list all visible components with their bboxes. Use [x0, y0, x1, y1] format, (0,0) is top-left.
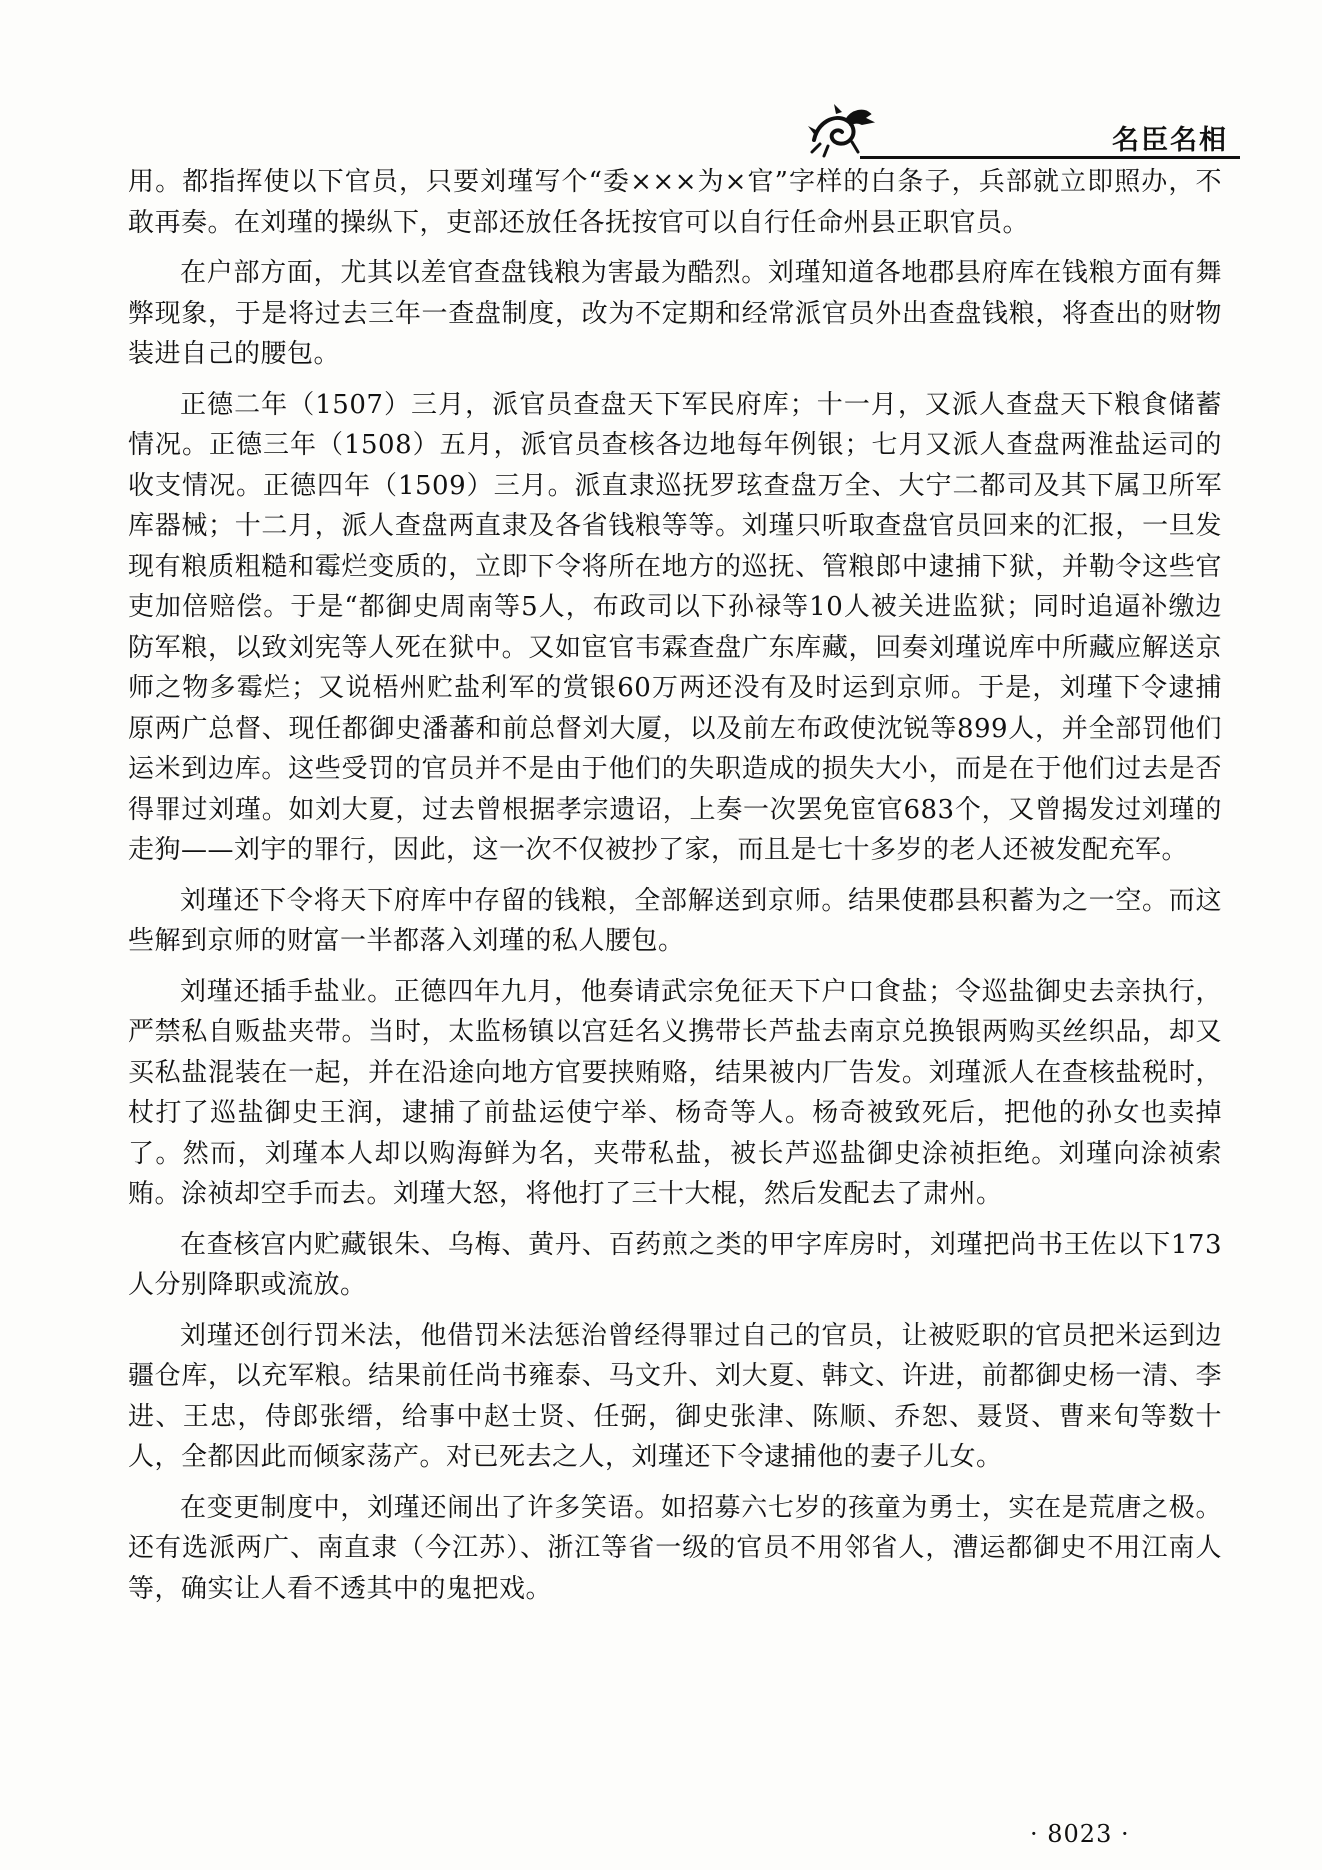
paragraph: 在变更制度中，刘瑾还闹出了许多笑语。如招募六七岁的孩童为勇士，实在是荒唐之极。还有选派两广、南直隶（今江苏）、浙江等省一级的官员不用邻省人，漕运都御史不用江南人等，确实让人看不透其中的鬼把戏。 [128, 1492, 1222, 1604]
dragon-icon [806, 100, 876, 158]
header-title: 名臣名相 [1112, 125, 1228, 156]
paragraph: 用。都指挥使以下官员，只要刘瑾写个“委×××为×官”字样的白条子，兵部就立即照办，不敢再奏。在刘瑾的操纵下，吏部还放任各抚按官可以自行任命州县正职官员。 [128, 167, 1222, 238]
page-number: · 8023 · [1030, 1820, 1130, 1848]
paragraph: 在查核宫内贮藏银朱、乌梅、黄丹、百药煎之类的甲字库房时，刘瑾把尚书王佐以下173人分别降职或流放。 [128, 1229, 1222, 1300]
paragraph: 正德二年（1507）三月，派官员查盘天下军民府库；十一月，又派人查盘天下粮食储蓄情况。正德三年（1508）五月，派官员查核各边地每年例银；七月又派人查盘两淮盐运司的收支情况。正德四年（1509）三月。派直隶巡抚罗玹查盘万全、大宁二都司及其下属卫所军库器械；十二月，派人查盘两直隶及各省钱粮等等。刘瑾只听取查盘官员回来的汇报，一旦发现有粮质粗糙和霉烂变质的，立即下令将所在地方的巡抚、管粮郎中逮捕下狱，并勒令这些官吏加倍赔偿。于是“都御史周南等5人，布政司以下孙禄等10人被关进监狱；同时追逼补缴边防军粮，以致刘宪等人死在狱中。又如宦官韦霖查盘广东库藏，回奏刘瑾说库中所藏应解送京师之物多霉烂；又说梧州贮盐利军的赏银60万两还没有及时运到京师。于是，刘瑾下令逮捕原两广总督、现任都御史潘蕃和前总督刘大厦，以及前左布政使沈锐等899人，并全部罚他们运米到边库。这些受罚的官员并不是由于他们的失职造成的损失大小，而是在于他们过去是否得罪过刘瑾。如刘大夏，过去曾根据孝宗遗诏，上奏一次罢免宦官683个，又曾揭发过刘瑾的走狗——刘宇的罪行，因此，这一次不仅被抄了家，而且是七十多岁的老人还被发配充军。 [128, 389, 1222, 865]
paragraph: 刘瑾还下令将天下府库中存留的钱粮，全部解送到京师。结果使郡县积蓄为之一空。而这些解到京师的财富一半都落入刘瑾的私人腰包。 [128, 885, 1222, 956]
paragraph: 在户部方面，尤其以差官查盘钱粮为害最为酷烈。刘瑾知道各地郡县府库在钱粮方面有舞弊现象，于是将过去三年一查盘制度，改为不定期和经常派官员外出查盘钱粮，将查出的财物装进自己的腰包。 [128, 258, 1222, 369]
page-header [800, 100, 1240, 160]
paragraph: 刘瑾还插手盐业。正德四年九月，他奏请武宗免征天下户口食盐；令巡盐御史去亲执行，严禁私自贩盐夹带。当时，太监杨镇以宫廷名义携带长芦盐去南京兑换银两购买丝织品，却又买私盐混装在一起，并在沿途向地方官要挟贿赂，结果被内厂告发。刘瑾派人在查核盐税时，杖打了巡盐御史王润，逮捕了前盐运使宁举、杨奇等人。杨奇被致死后，把他的孙女也卖掉了。然而，刘瑾本人却以购海鲜为名，夹带私盐，被长芦巡盐御史涂祯拒绝。刘瑾向涂祯索贿。涂祯却空手而去。刘瑾大怒，将他打了三十大棍，然后发配去了肃州。 [128, 976, 1222, 1209]
paragraph: 刘瑾还创行罚米法，他借罚米法惩治曾经得罪过自己的官员，让被贬职的官员把米运到边疆仓库，以充军粮。结果前任尚书雍泰、马文升、刘大夏、韩文、许进，前都御史杨一清、李进、王忠，侍郎张缙，给事中赵士贤、任弼，御史张津、陈顺、乔恕、聂贤、曹来旬等数十人，全都因此而倾家荡产。对已死去之人，刘瑾还下令逮捕他的妻子儿女。 [128, 1320, 1222, 1472]
body-text [128, 162, 1222, 1619]
